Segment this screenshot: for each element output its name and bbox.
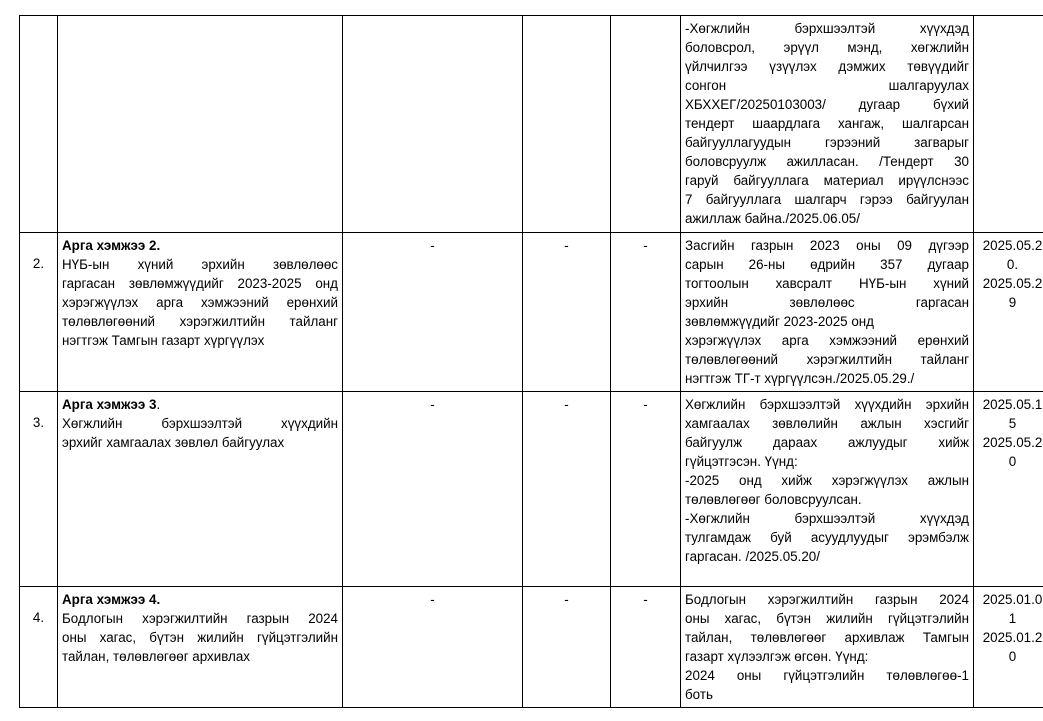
- result-line: гүйцэтгэсэн. Үүнд:: [685, 454, 798, 469]
- result-line: Хөгжлийн бэрхшээлтэй хүүхдийн эрхийн: [685, 397, 969, 412]
- result-line: гаргасан. /2025.05.20/: [685, 549, 820, 564]
- result-cell: [681, 16, 974, 233]
- target-cell: -: [611, 233, 681, 392]
- result-line: Бодлогын хэрэгжилтийн газрын 2024: [685, 592, 969, 607]
- result-line: зөвлөмжүүдийг 2023-2025 онд: [685, 314, 874, 329]
- result-line: 2024 оны гүйцэтгэлийн төлөвлөгөө-1: [685, 668, 969, 683]
- date-line: 0: [1008, 454, 1017, 469]
- result-line: тулгамдаж буй асуудлуудыг эрэмбэлж: [685, 530, 969, 545]
- activity-line: төлөвлөгөөний хэрэгжилтийн тайланг: [62, 314, 338, 329]
- date-line: 9: [1008, 295, 1017, 310]
- activity-title: Арга хэмжээ 2.: [62, 238, 161, 253]
- result-line: боловсруулж ажилласан. /Тендерт 30: [685, 154, 969, 169]
- result-line: эрхийн зөвлөлөөс гаргасан: [685, 295, 969, 310]
- table-row: [20, 392, 1043, 587]
- result-line: тендерт шаардлага хангаж, шалгарсан: [685, 116, 969, 131]
- baseline-cell: -: [523, 233, 611, 392]
- activity-title: Арга хэмжээ 3: [62, 397, 157, 412]
- result-line: тайлан, төлөвлөгөөг архивлаж Тамгын: [685, 630, 969, 645]
- result-line: -2025 онд хийж хэрэгжүүлэх ажлын: [685, 473, 969, 488]
- result-line: сарын 26-ны өдрийн 357 дугаар: [685, 257, 969, 272]
- indicator-cell: -: [343, 392, 523, 587]
- row-number-cell: [20, 16, 58, 233]
- activity-title-line: [62, 395, 338, 414]
- result-line: ХБХХЕГ/20250103003/ дугаар бүхий: [685, 97, 969, 112]
- activity-title: Арга хэмжээ 4.: [62, 592, 161, 607]
- result-line: хамгаалах зөвлөлийн ажлын хэсгийг: [685, 416, 969, 431]
- result-line: төлөвлөгөөг боловсруулсан.: [685, 492, 862, 507]
- result-line: тогтоолын хавсралт НҮБ-ын хүний: [685, 276, 969, 291]
- result-line: нэгтгэж ТГ-т хүргүүлсэн./2025.05.29./: [685, 371, 915, 386]
- date-cell: [974, 392, 1043, 587]
- date-line: 2025.05.2: [982, 276, 1043, 291]
- row-number-cell: 4.: [20, 587, 58, 708]
- result-line: байгуулж дараах ажлуудыг хийж: [685, 435, 969, 450]
- indicator-cell: -: [343, 587, 523, 708]
- result-line: оны хагас, бүтэн жилийн гүйцэтгэлийн: [685, 611, 969, 626]
- date-cell: [974, 16, 1043, 233]
- result-line: газарт хүлээлгэж өгсөн. Үүнд:: [685, 649, 869, 664]
- indicator-cell: -: [343, 233, 523, 392]
- result-cell: [681, 392, 974, 587]
- result-cell: [681, 587, 974, 708]
- result-line: ажиллаж байна./2025.06.05/: [685, 211, 860, 226]
- date-line: 2025.05.1: [982, 397, 1043, 412]
- activity-line: НҮБ-ын хүний эрхийн зөвлөлөөс: [62, 257, 338, 272]
- result-line: байгууллагуудын гэрээний загварыг: [685, 135, 969, 150]
- target-cell: -: [611, 587, 681, 708]
- activity-line: гаргасан зөвлөмжүүдийг 2023-2025 онд: [62, 276, 338, 291]
- activity-cell: [58, 587, 343, 708]
- result-line: төлөвлөгөөний хэрэгжилтийн тайланг: [685, 352, 969, 367]
- target-cell: [611, 16, 681, 233]
- date-line: 1: [1008, 611, 1017, 626]
- activity-line: эрхийг хамгаалах зөвлөл байгуулах: [62, 435, 285, 450]
- report-table: [19, 15, 1043, 708]
- result-line: гаруй байгууллага материал ирүүлснээс: [685, 173, 969, 188]
- baseline-cell: [523, 16, 611, 233]
- activity-title-suffix: .: [156, 397, 161, 412]
- result-line: үйлчилгээ үзүүлэх дэмжих төвүүдийг: [685, 59, 969, 74]
- date-line: 2025.05.2: [982, 435, 1043, 450]
- activity-line: оны хагас, бүтэн жилийн гүйцэтгэлийн: [62, 630, 338, 645]
- activity-cell: [58, 233, 343, 392]
- table-row: [20, 16, 1043, 233]
- result-line: боть: [685, 687, 713, 702]
- activity-line: Бодлогын хэрэгжилтийн газрын 2024: [62, 611, 338, 626]
- indicator-cell: [343, 16, 523, 233]
- date-line: 2025.01.2: [982, 630, 1043, 645]
- row-number-cell: 3.: [20, 392, 58, 587]
- activity-line: хэрэгжүүлэх арга хэмжээний ерөнхий: [62, 295, 338, 310]
- result-line: хэрэгжүүлэх арга хэмжээний ерөнхий: [685, 333, 969, 348]
- result-line: 7 байгууллага шалгарч гэрээ байгуулан: [685, 192, 969, 207]
- date-line: 5: [1008, 416, 1017, 431]
- target-cell: -: [611, 392, 681, 587]
- row-number-cell: 2.: [20, 233, 58, 392]
- table-row: [20, 587, 1043, 708]
- date-line: 2025.05.2: [982, 238, 1043, 253]
- activity-cell: [58, 16, 343, 233]
- baseline-cell: -: [523, 392, 611, 587]
- date-cell: [974, 587, 1043, 708]
- activity-line: тайлан, төлөвлөгөөг архивлах: [62, 649, 250, 664]
- table-row: [20, 233, 1043, 392]
- date-cell: [974, 233, 1043, 392]
- activity-cell: [58, 392, 343, 587]
- result-line: боловсрол, эрүүл мэнд, хөгжлийн: [685, 40, 969, 55]
- result-line: -Хөгжлийн бэрхшээлтэй хүүхдэд: [685, 511, 969, 526]
- date-line: 0.: [1006, 257, 1019, 272]
- result-cell: [681, 233, 974, 392]
- date-line: 0: [1008, 649, 1017, 664]
- activity-line: нэгтгэж Тамгын газарт хүргүүлэх: [62, 333, 265, 348]
- baseline-cell: -: [523, 587, 611, 708]
- date-line: 2025.01.0: [982, 592, 1043, 607]
- result-line: сонгон шалгаруулах: [685, 78, 969, 93]
- result-line: Засгийн газрын 2023 оны 09 дүгээр: [685, 238, 969, 253]
- result-line: -Хөгжлийн бэрхшээлтэй хүүхдэд: [685, 21, 969, 36]
- activity-line: Хөгжлийн бэрхшээлтэй хүүхдийн: [62, 416, 338, 431]
